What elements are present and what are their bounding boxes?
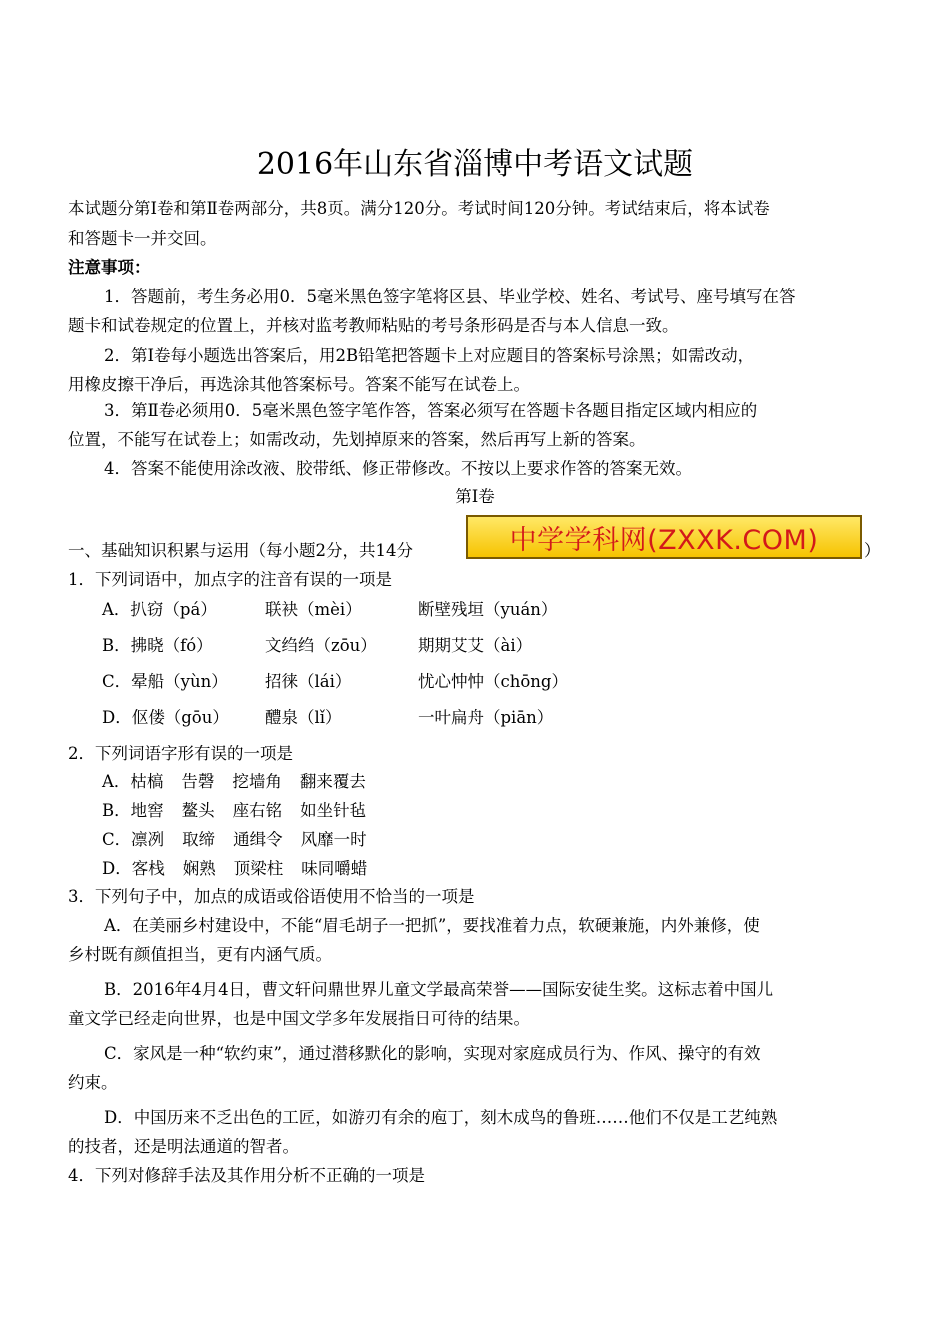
option-item: A．枯槁 [102,772,164,791]
option-line: 约束。 [68,1073,118,1092]
option-item: C．凛冽 [102,830,165,849]
option-row [102,801,384,821]
notice-line: 4．答案不能使用涂改液、胶带纸、修正带修改。不按以上要求作答的答案无效。 [104,459,692,478]
watermark-text: 中学学科网(ZXXK.COM) [509,524,819,556]
volume-label: 第Ⅰ卷 [455,487,495,506]
intro-line: 和答题卡一并交回。 [68,229,217,248]
option-line: B．2016年4月4日，曹文轩问鼎世界儿童文学最高荣誉——国际安徒生奖。这标志着中国儿 [104,980,774,999]
notice-line: 位置，不能写在试卷上；如需改动，先划掉原来的答案，然后再写上新的答案。 [68,430,646,449]
notice-line: 用橡皮擦干净后，再选涂其他答案标号。答案不能写在试卷上。 [68,375,530,394]
option-item: 挖墙角 [232,772,282,791]
option-item: 座右铭 [232,801,283,820]
option-item: A．扒窃（pá） [102,600,217,619]
option-line: 的技者，还是明法通道的智者。 [68,1137,299,1156]
option-row [102,636,532,656]
option-item: 娴熟 [182,859,216,878]
page-title: 2016年山东省淄博中考语文试题 [256,147,694,182]
notice-line: 2．第Ⅰ卷每小题选出答案后，用2B铅笔把答题卡上对应题目的答案标号涂黑；如需改动， [104,346,755,365]
option-line: D．中国历来不乏出色的工匠，如游刃有余的庖丁，刻木成鸟的鲁班……他们不仅是工艺纯熟 [104,1108,778,1127]
option-line: 乡村既有颜值担当，更有内涵气质。 [68,945,332,964]
option-item: 顶梁柱 [233,859,284,878]
question-stem: 3．下列句子中，加点的成语或俗语使用不恰当的一项是 [68,887,475,906]
option-item: D．伛偻（gōu） [102,708,229,727]
option-item: 忧心忡忡（chōng） [418,672,568,691]
section-heading-close: ） [864,541,881,560]
option-item: 风靡一时 [300,830,367,849]
option-item: 期期艾艾（ài） [418,636,533,655]
option-row [102,708,553,728]
question-stem: 2．下列词语字形有误的一项是 [68,744,293,763]
option-line: A．在美丽乡村建设中，不能“眉毛胡子一把抓”，要找准着力点，软硬兼施，内外兼修，使 [104,916,760,935]
option-item: 如坐针毡 [300,801,367,820]
notice-line: 1．答题前，考生务必用0．5毫米黑色签字笔将区县、毕业学校、姓名、考试号、座号填写在答 [104,287,796,306]
section-heading: 一、基础知识积累与运用（每小题2分，共14分 [68,541,413,560]
option-item: B．地窖 [102,801,164,820]
option-line: C．家风是一种“软约束”，通过潜移默化的影响，实现对家庭成员行为、作风、操守的有效 [104,1044,761,1063]
option-item: 招徕（lái） [265,672,352,691]
option-item: 味同嚼蜡 [301,859,368,878]
question-stem: 4．下列对修辞手法及其作用分析不正确的一项是 [68,1166,425,1185]
watermark-logo [466,515,862,559]
option-row [102,600,557,620]
option-item: 文绉绉（zōu） [265,636,377,655]
option-item: 翻来覆去 [299,772,366,791]
option-row [102,672,568,692]
option-item: 取缔 [182,830,216,849]
question-stem: 1．下列词语中，加点字的注音有误的一项是 [68,570,392,589]
option-item: B．拂晓（fó） [102,636,213,655]
option-line: 童文学已经走向世界，也是中国文学多年发展指日可待的结果。 [68,1009,530,1028]
option-row [102,859,385,879]
option-item: 鳌头 [181,801,215,820]
option-item: 告磬 [181,772,215,791]
option-row [102,772,384,792]
intro-line: 本试题分第Ⅰ卷和第Ⅱ卷两部分，共8页。满分120分。考试时间120分钟。考试结束后，将本试卷 [68,199,770,218]
notice-line: 题卡和试卷规定的位置上，并核对监考教师粘贴的考号条形码是否与本人信息一致。 [68,316,679,335]
option-item: 一叶扁舟（piān） [418,708,554,727]
option-item: 醴泉（lǐ） [265,708,342,727]
option-item: 联袂（mèi） [265,600,362,619]
option-item: 通缉令 [233,830,283,849]
option-row [102,830,385,850]
notice-line: 3．第Ⅱ卷必须用0．5毫米黑色签字笔作答，答案必须写在答题卡各题目指定区域内相应的 [104,401,758,420]
option-item: 断壁残垣（yuán） [418,600,558,619]
option-item: D．客栈 [102,859,165,878]
option-item: C．晕船（yùn） [102,672,228,691]
notice-heading: 注意事项： [68,258,151,277]
